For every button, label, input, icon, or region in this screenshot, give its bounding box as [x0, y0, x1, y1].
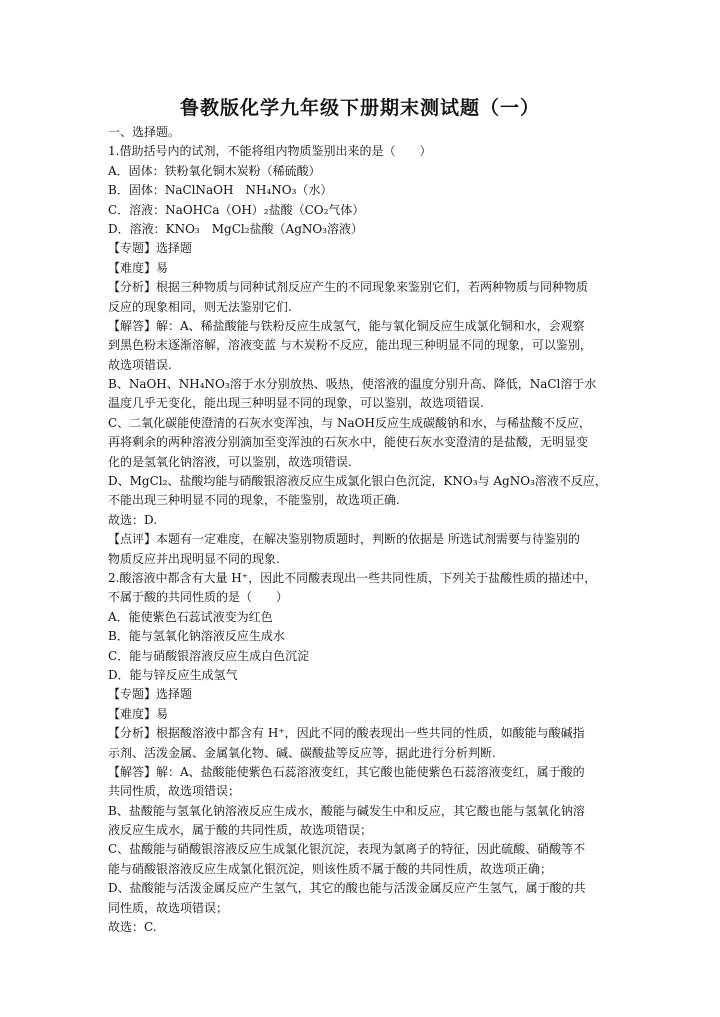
question-2-solution-line: 【解答】解：A、盐酸能使紫色石蕊溶液变红，其它酸也能使紫色石蕊溶液变红，属于酸的	[108, 764, 585, 779]
question-2-solution-line: 能与硝酸银溶液反应生成氯化银沉淀，则该性质不属于酸的共同性质，故选项正确；	[108, 861, 553, 876]
question-2-analysis-line: 【分析】根据酸溶液中都含有 H⁺，因此不同的酸表现出一些共同的性质，如酸能与酸碱指	[108, 726, 585, 741]
question-1-solution-line: 【解答】解：A、稀盐酸能与铁粉反应生成氢气，能与氧化铜反应生成氯化铜和水，会观察	[108, 318, 585, 333]
question-2-option-b: B．能与氢氧化钠溶液反应生成水	[108, 629, 285, 644]
question-2-solution-line: D、盐酸能与活泼金属反应产生氢气，其它的酸也能与活泼金属反应产生氢气，属于酸的共	[108, 881, 586, 896]
question-1-solution-line: B、NaOH、NH₄NO₃溶于水分别放热、吸热，使溶液的温度分别升高、降低，NaCl溶于水	[108, 377, 597, 392]
question-1-topic: 【专题】选择题	[108, 241, 193, 256]
question-1-solution-line: 不能出现三种明显不同的现象，不能鉴别，故选项正确.	[108, 493, 400, 508]
question-1-solution-line: D、MgCl₂、盐酸均能与硝酸银溶液反应生成氯化银白色沉淀，KNO₃与 AgNO₃溶液不反应，	[108, 474, 607, 489]
question-1-option-c: C．溶液：NaOHCa（OH）₂盐酸（CO₂气体）	[108, 202, 365, 217]
question-2-analysis-line: 示剂、活泼金属、金属氧化物、碱、碳酸盐等反应等，据此进行分析判断.	[108, 745, 496, 760]
question-2-option-d: D．能与锌反应生成氢气	[108, 667, 238, 682]
question-2-solution-line: 液反应生成水，属于酸的共同性质，故选项错误；	[108, 823, 373, 838]
page-title: 鲁教版化学九年级下册期末测试题（一）	[179, 97, 540, 119]
question-1-solution-line: 再将剩余的两种溶液分别滴加至变浑浊的石灰水中，能使石灰水变澄清的是盐酸，无明显变	[108, 435, 589, 450]
question-1-comment-line: 物质反应并出现明显不同的现象.	[108, 551, 280, 566]
question-2-solution-line: 共同性质，故选项错误；	[108, 784, 241, 799]
document-body	[108, 123, 620, 937]
question-2-solution-line: C、盐酸能与硝酸银溶液反应生成氯化银沉淀，表现为氯离子的特征，因此硫酸、硝酸等不	[108, 842, 586, 857]
question-1-option-d: D．溶液：KNO₃ MgCl₂盐酸（AgNO₃溶液）	[108, 221, 364, 236]
question-1-difficulty: 【难度】易	[108, 260, 169, 275]
question-1-option-a: A．固体：铁粉氧化铜木炭粉（稀硫酸）	[108, 163, 321, 178]
question-1-stem: 1.借助括号内的试剂，不能将组内物质鉴别出来的是（ ）	[108, 144, 432, 159]
question-1-analysis-line: 反应的现象相同，则无法鉴别它们.	[108, 299, 292, 314]
question-1-solution-line: 化的是氢氧化钠溶液，可以鉴别，故选项错误.	[108, 454, 352, 469]
question-1-comment-line: 【点评】本题有一定难度，在解决鉴别物质题时，判断的依据是 所选试剂需要与待鉴别的	[108, 532, 580, 547]
question-2-answer: 故选：C.	[108, 920, 157, 935]
question-2-solution-line: 同性质，故选项错误；	[108, 900, 229, 915]
question-2-solution-line: B、盐酸能与氢氧化钠溶液反应生成水，酸能与碱发生中和反应，其它酸也能与氢氧化钠溶	[108, 803, 585, 818]
section-heading: 一、选择题。	[108, 125, 181, 139]
question-1-answer: 故选：D.	[108, 512, 158, 527]
question-1-solution-line: C、二氧化碳能使澄清的石灰水变浑浊，与 NaOH反应生成碳酸钠和水，与稀盐酸不反应，	[108, 415, 591, 430]
question-2-option-a: A．能使紫色石蕊试液变为红色	[108, 609, 273, 624]
question-2-difficulty: 【难度】易	[108, 706, 169, 721]
question-2-topic: 【专题】选择题	[108, 687, 193, 702]
question-1-solution-line: 故选项错误.	[108, 357, 172, 372]
question-1-analysis-line: 【分析】根据三种物质与同种试剂反应产生的不同现象来鉴别它们，若两种物质与同种物质	[108, 280, 589, 295]
question-1-solution-line: 到黑色粉末逐渐溶解，溶液变蓝 与木炭粉不反应，能出现三种明显不同的现象，可以鉴别，	[108, 338, 592, 353]
question-2-stem-line: 不属于酸的共同性质的是（ ）	[108, 590, 289, 605]
question-1-solution-line: 温度几乎无变化，能出现三种明显不同的现象，可以鉴别，故选项错误.	[108, 396, 484, 411]
question-1-option-b: B．固体：NaClNaOH NH₄NO₃（水）	[108, 183, 333, 198]
question-2-stem-line: 2.酸溶液中都含有大量 H⁺，因此不同酸表现出一些共同性质，下列关于盐酸性质的描述中，	[108, 570, 597, 585]
question-2-option-c: C．能与硝酸银溶液反应生成白色沉淀	[108, 648, 310, 663]
